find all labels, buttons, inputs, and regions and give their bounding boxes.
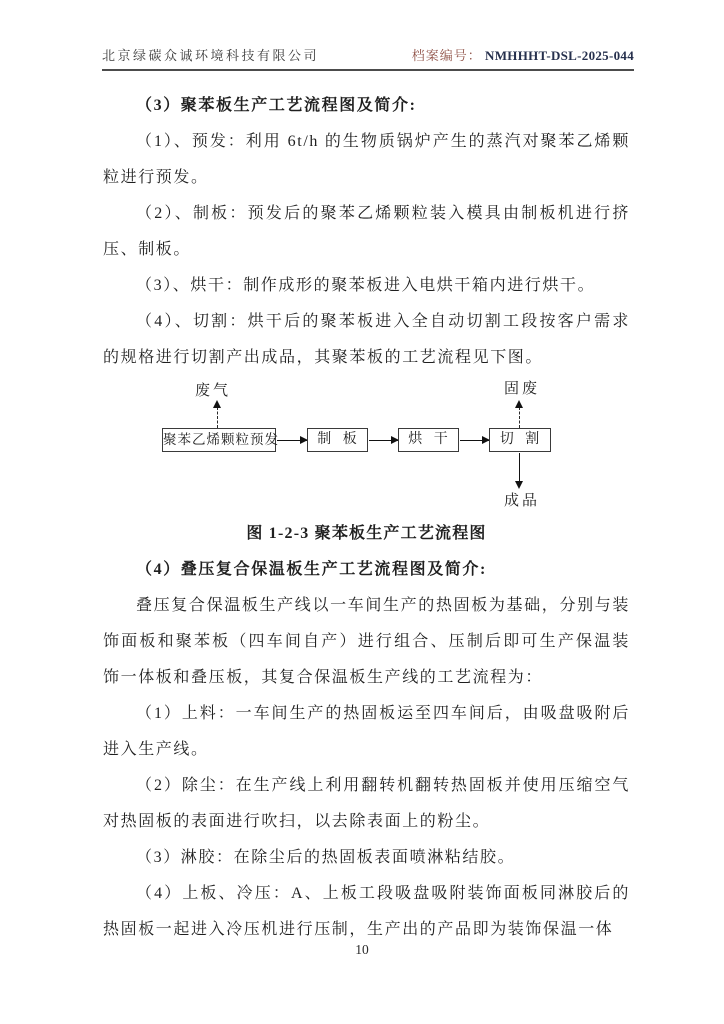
company-name: 北京绿碳众诚环境科技有限公司 bbox=[102, 48, 320, 63]
archive-number-label: 档案编号： bbox=[411, 48, 482, 63]
page-number: 10 bbox=[355, 942, 369, 957]
arrow-right-icon bbox=[369, 440, 398, 441]
product-label: 成品 bbox=[504, 493, 541, 509]
paragraph-loading: （1）上料：一车间生产的热固板运至四车间后，由吸盘吸附后进入生产线。 bbox=[103, 705, 630, 758]
arrow-down-icon bbox=[519, 453, 520, 482]
section-heading-3: （3）聚苯板生产工艺流程图及简介: bbox=[136, 97, 417, 114]
process-flow-diagram bbox=[103, 380, 630, 514]
flow-box-board-making: 制 板 bbox=[307, 428, 368, 452]
flow-box-pre-expansion: 聚苯乙烯颗粒预发 bbox=[162, 428, 276, 452]
section-heading-4: （4）叠压复合保温板生产工艺流程图及简介: bbox=[136, 561, 487, 578]
dashed-arrow-up-icon bbox=[519, 407, 520, 428]
paragraph-laminated-intro: 叠压复合保温板生产线以一车间生产的热固板为基础，分别与装饰面板和聚苯板（四车间自产）进行组合、压制后即可生产保温装饰一体板和叠压板，其复合保温板生产线的工艺流程为： bbox=[103, 597, 630, 686]
paragraph-glue-spraying: （3）淋胶：在除尘后的热固板表面喷淋粘结胶。 bbox=[136, 849, 516, 866]
paragraph-prefoaming: （1）、预发：利用 6t/h 的生物质锅炉产生的蒸汽对聚苯乙烯颗粒进行预发。 bbox=[103, 133, 630, 186]
dashed-arrow-up-icon bbox=[217, 407, 218, 428]
paragraph-drying: （3）、烘干：制作成形的聚苯板进入电烘干箱内进行烘干。 bbox=[136, 277, 596, 294]
paragraph-cutting: （4）、切割：烘干后的聚苯板进入全自动切割工段按客户需求的规格进行切割产出成品，其聚苯板的工艺流程见下图。 bbox=[103, 313, 630, 366]
page-header bbox=[102, 47, 634, 71]
paragraph-dust-removal: （2）除尘：在生产线上利用翻转机翻转热固板并使用压缩空气对热固板的表面进行吹扫，以去除表面上的粉尘。 bbox=[103, 777, 630, 830]
figure-caption: 图 1-2-3 聚苯板生产工艺流程图 bbox=[246, 525, 487, 542]
arrow-right-icon bbox=[460, 440, 489, 441]
archive-number-code: NMHHHT-DSL-2025-044 bbox=[485, 48, 634, 63]
document-body bbox=[103, 88, 630, 948]
solid-waste-label: 固废 bbox=[504, 381, 541, 397]
archive-number bbox=[412, 47, 634, 65]
waste-gas-label: 废气 bbox=[195, 383, 232, 399]
flow-box-drying: 烘 干 bbox=[398, 428, 459, 452]
paragraph-board-making: （2）、制板：预发后的聚苯乙烯颗粒装入模具由制板机进行挤压、制板。 bbox=[103, 205, 630, 258]
flow-box-cutting: 切 割 bbox=[489, 428, 551, 452]
arrow-right-icon bbox=[277, 440, 307, 441]
paragraph-cold-pressing: （4）上板、冷压：A、上板工段吸盘吸附装饰面板同淋胶后的热固板一起进入冷压机进行压制，生产出的产品即为装饰保温一体 bbox=[103, 885, 630, 938]
